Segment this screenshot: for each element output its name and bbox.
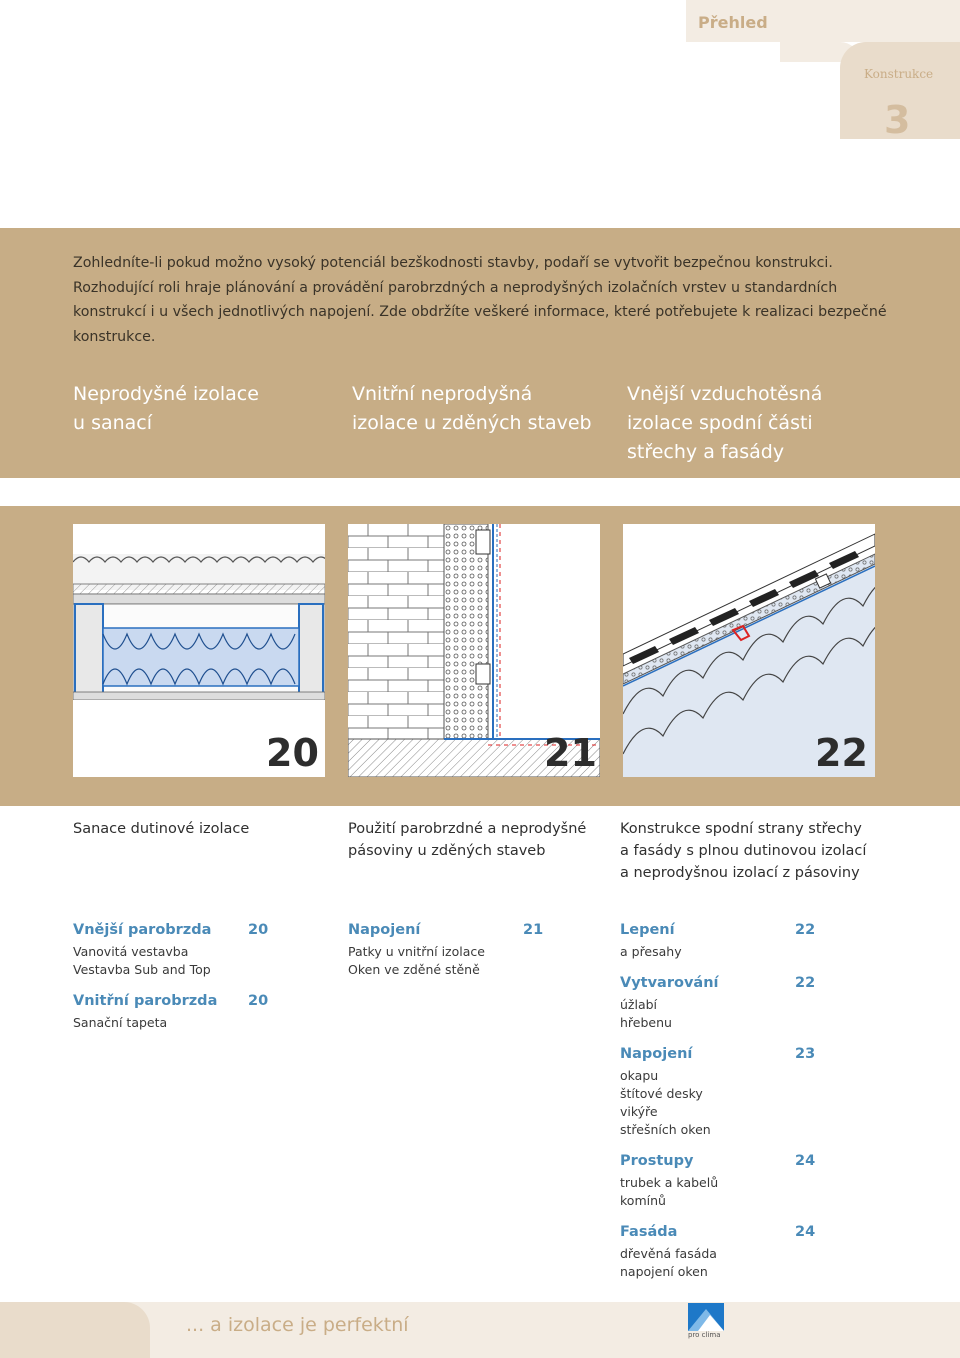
index-item: hřebenu: [620, 1015, 672, 1030]
index-item: dřevěná fasáda: [620, 1246, 717, 1261]
index-title: Napojení: [620, 1046, 693, 1062]
index-title: Fasáda: [620, 1224, 678, 1240]
tab-section-label: Konstrukce: [864, 67, 934, 81]
index-item: napojení oken: [620, 1264, 708, 1279]
index-entry[interactable]: [73, 993, 269, 1032]
index-page: 22: [795, 975, 816, 991]
index-item: štítové desky: [620, 1086, 703, 1101]
heading-line: střechy a fasády: [627, 441, 785, 463]
heading-line: izolace u zděných staveb: [352, 412, 592, 434]
index-page: 20: [248, 993, 269, 1009]
index-page: 20: [248, 922, 269, 938]
index-title: Vnější parobrzda: [73, 922, 212, 938]
index-page: 21: [523, 922, 544, 938]
index-item: komínů: [620, 1193, 666, 1208]
logo-text: pro clima: [688, 1331, 721, 1339]
caption-3: [620, 818, 866, 884]
index-title: Lepení: [620, 922, 675, 938]
caption-line: Použití parobrzdné a neprodyšné: [348, 821, 587, 837]
index-entry[interactable]: [73, 922, 269, 979]
index-item: Vestavba Sub and Top: [73, 962, 211, 977]
index-item: úžlabí: [620, 997, 658, 1012]
page-number-21: 21: [544, 731, 597, 775]
caption-2: [348, 818, 586, 862]
index-item: Oken ve zděné stěně: [348, 962, 480, 977]
heading-line: Neprodyšné izolace: [73, 383, 259, 405]
index-title: Prostupy: [620, 1153, 694, 1169]
index-item: okapu: [620, 1068, 659, 1083]
index-entry[interactable]: [348, 922, 544, 979]
band-gap: [0, 478, 960, 506]
tab-overview-label: Přehled: [698, 13, 768, 32]
index-page: 23: [795, 1046, 816, 1062]
index-entry[interactable]: [620, 922, 816, 961]
heading-line: izolace spodní části: [627, 412, 813, 434]
caption-line: a fasády s plnou dutinovou izolací: [620, 843, 867, 859]
page-number-22: 22: [815, 731, 868, 775]
intro-text: Zohledníte-li pokud možno vysoký potenciál bezškodnosti stavby, podaří se vytvořit bezpečnou konstrukci. Rozhodující roli hraje plánování a provádění parobrzdných a neprodyšných izolačních vrstev u standardních konstrukcí i u všech jednotlivých napojení. Zde obdržíte veškeré informace, které potřebujete k realizaci bezpečné konstrukce.: [73, 255, 887, 345]
index-item: Sanační tapeta: [73, 1015, 168, 1030]
index-item: vikýře: [620, 1104, 658, 1119]
index-page: 22: [795, 922, 816, 938]
index-page: 24: [795, 1153, 816, 1169]
column-heading-1: [73, 380, 259, 438]
index-entry[interactable]: [620, 1153, 816, 1210]
tab-overview[interactable]: [686, 0, 960, 42]
index-entry[interactable]: [620, 975, 816, 1032]
caption-line: pásoviny u zděných staveb: [348, 843, 546, 859]
index-item: a přesahy: [620, 944, 682, 959]
page-number-20: 20: [266, 731, 319, 775]
caption-1: [73, 818, 249, 840]
footer-tab: [0, 1302, 150, 1358]
index-title: Vnitřní parobrzda: [73, 993, 218, 1009]
index-item: Vanovitá vestavba: [73, 944, 189, 959]
index-title: Vytvarování: [620, 975, 719, 991]
tab-section[interactable]: [840, 42, 960, 142]
column-heading-3: [627, 380, 822, 467]
caption-line: Konstrukce spodní strany střechy: [620, 821, 862, 837]
section-number: 3: [884, 98, 911, 142]
footer-slogan: ... a izolace je perfektní: [186, 1314, 409, 1336]
index-item: Patky u vnitřní izolace: [348, 944, 485, 959]
index-page: 24: [795, 1224, 816, 1240]
heading-line: Vnější vzduchotěsná: [627, 383, 823, 405]
index-title: Napojení: [348, 922, 421, 938]
caption-line: Sanace dutinové izolace: [73, 821, 250, 837]
index-entry[interactable]: [620, 1046, 816, 1139]
column-heading-2: [352, 380, 592, 438]
index-item: střešních oken: [620, 1122, 711, 1137]
index-item: trubek a kabelů: [620, 1175, 719, 1190]
index-entry[interactable]: [620, 1224, 816, 1281]
caption-line: a neprodyšnou izolací z pásoviny: [620, 865, 860, 881]
heading-line: Vnitřní neprodyšná: [352, 383, 533, 405]
heading-line: u sanací: [73, 412, 153, 434]
